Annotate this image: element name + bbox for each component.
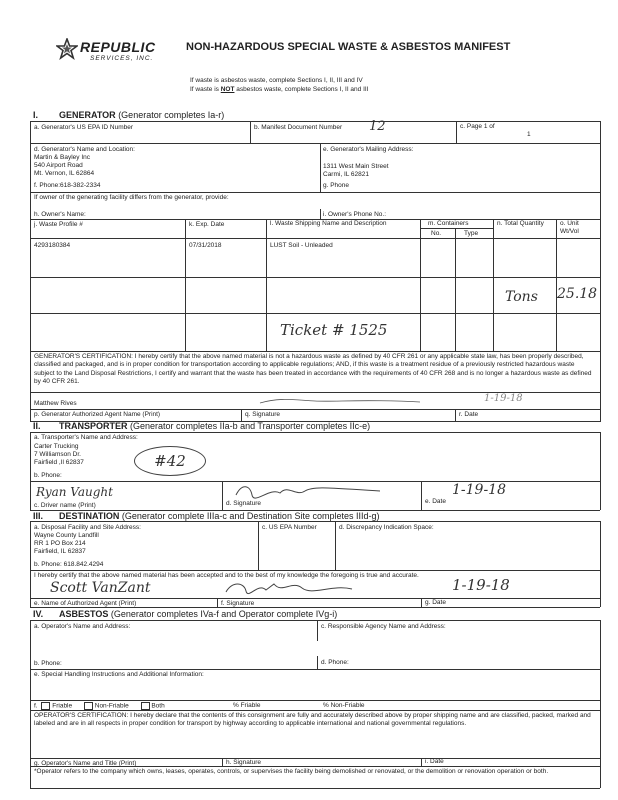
friable-label: Friable [52,702,73,710]
transporter-phone-label: b. Phone: [34,472,62,479]
operator-title-label: g. Operator's Name and Title (Print) [34,760,137,767]
logo-name: REPUBLIC [80,39,156,55]
driver-name-value: Ryan Vaught [36,485,113,499]
generator-certification-text: GENERATOR'S CERTIFICATION: I hereby certify that the above named material is not a hazardous waste as defined by 40 CFR 261 or any applicable state law, has been properly described, classified and packaged, and is in proper condition for transportation according to applicable regulations; AND, if this waste is a treatment residue of a previously restricted hazardous waste subject to the Land Disposal Restrictions, I certify and warrant that the waste has been treated in accordance with the requirements of 40 CFR 268 and is no longer a hazardous waste as defined by 40 CFR 261. [34,353,592,385]
asbestos-section-heading: IV. ASBESTOS (Generator completes IVa-f and Operator complete IVg-i) [33,609,338,619]
transporter-date-label: e. Date [425,498,446,505]
operator-signature-label: h. Signature [226,759,262,766]
mailing-phone-label: g. Phone [323,182,350,189]
col-no-header: No. [431,230,442,237]
percent-friable-label: % Friable [233,702,261,709]
driver-signature[interactable] [230,481,410,501]
responsible-agency-label: c. Responsible Agency Name and Address: [321,623,446,630]
transporter-date-value: 1-19-18 [452,482,506,498]
destination-agent-label: e. Name of Authorized Agent (Print) [34,600,137,607]
operator-name-label: a. Operator's Name and Address: [34,623,131,630]
handwritten-quantity: 25.18 [557,286,598,302]
page-of-label: c. Page 1 of [460,123,495,130]
operator-phone-label: b. Phone: [34,660,62,667]
agency-phone-label: d. Phone: [321,659,349,666]
driver-name-label: c. Driver name (Print) [34,502,96,509]
operator-footnote: *Operator refers to the company which owns, leases, operates, controls, or supervises the facility being demolished or renovated, or the demolition or renovation operation or both. [34,768,549,775]
col-unit-header: o. Unit Wt/Vol [560,220,579,235]
republic-star-icon [56,38,78,60]
generator-signature[interactable] [255,394,425,408]
disposal-facility-label: a. Disposal Facility and Site Address: [34,524,141,531]
operator-certification-text: OPERATOR'S CERTIFICATION: I hereby declare that the contents of this consignment are fully and accurately described above by proper shipping name and are classified, packed, marked and labeled and are in all respects in proper condition for transport by highway according to applicable international and national governmental regulations. [34,712,591,728]
destination-signature[interactable] [222,578,372,598]
col-type-header: Type [464,230,479,237]
percent-non-friable-label: % Non-Friable [323,702,365,709]
col-quantity-header: n. Total Quantity [497,220,544,227]
disposal-facility-value: Wayne County Landfill RR 1 PO Box 214 Fairfield, IL 62837 [34,532,99,555]
transporter-name-value: Carter Trucking 7 Williamson Dr. Fairfield ,Il 62837 [34,443,84,466]
generator-date-label: r. Date [459,411,479,418]
col-description-header: l. Waste Shipping Name and Description [270,220,387,227]
discrepancy-label: d. Discrepancy Indication Space: [339,524,434,531]
manifest-number-label: b. Manifest Document Number [254,124,343,131]
instruction-line-2: If waste is NOT asbestos waste, complete Sections I, II and III [190,86,369,93]
generator-name-value: Martin & Bayley Inc 540 Airport Road Mt. Vernon, IL 62864 [34,154,95,177]
generator-agent-name-value: Matthew Rives [34,400,77,407]
transporter-signature-label: d. Signature [226,500,262,507]
col-profile-header: j. Waste Profile # [34,221,83,228]
owner-name-label: h. Owner's Name: [34,211,86,218]
instruction-line-1: If waste is asbestos waste, complete Sections I, II, III and IV [190,77,363,84]
generator-section-heading: I. GENERATOR (Generator completes Ia-r) [33,110,225,120]
generator-name-label: d. Generator's Name and Location: [34,146,135,153]
destination-signature-label: f. Signature [221,600,255,607]
manifest-number-value: 12 [369,119,386,134]
col-exp-date-header: k. Exp. Date [189,221,225,228]
destination-section-heading: III. DESTINATION (Generator complete IIIa-c and Destination Site completes IIId-g) [33,511,380,521]
generator-phone: f. Phone:618-382-2334 [34,182,101,189]
generator-signature-label: q. Signature [245,411,281,418]
friable-checkbox[interactable] [41,702,50,710]
destination-date-label: g. Date [425,599,446,606]
mailing-address-value: 1311 West Main Street Carmi, IL 62821 [323,163,389,178]
destination-date-value: 1-19-18 [452,576,510,594]
both-checkbox[interactable] [141,702,150,710]
waste-description-value: LUST Soil - Unleaded [270,242,333,249]
col-containers-header: m. Containers [428,220,469,227]
mailing-address-label: e. Generator's Mailing Address: [323,146,414,153]
both-label: Both [151,702,165,710]
generator-date-value: 1-19-18 [484,393,523,404]
handwritten-ticket-number: Ticket # 1525 [280,321,388,339]
truck-number-circle: #42 [134,446,206,476]
transporter-section-heading: II. TRANSPORTER (Generator completes IIa-b and Transporter completes IIc-e) [33,421,371,431]
non-friable-checkbox[interactable] [84,702,93,710]
destination-epa-label: c. US EPA Number [262,524,317,531]
company-logo [56,37,176,67]
generator-epa-id-label: a. Generator's US EPA ID Number [34,124,134,131]
transporter-name-label: a. Transporter's Name and Address: [34,434,138,441]
owner-phone-label: i. Owner's Phone No.: [323,211,387,218]
operator-date-label: i. Date [425,758,444,765]
generator-agent-label: p. Generator Authorized Agent Name (Print) [34,411,161,418]
destination-agent-name-value: Scott VanZant [50,580,151,596]
destination-certification-text: I hereby certify that the above named material has been accepted and to the best of my knowledge the foregoing is true and accurate. [34,572,419,579]
waste-profile-value: 4293180384 [34,242,71,249]
friability-row: f. Friable Non-Friable Both [34,702,165,710]
owner-differs-note: If owner of the generating facility differs from the generator, provide: [34,194,229,201]
handwritten-unit-tons: Tons [505,289,538,305]
disposal-facility-phone: b. Phone: 618.842.4294 [34,561,104,568]
logo-subtitle: SERVICES, INC. [90,55,154,62]
special-handling-label: e. Special Handling Instructions and Additional Information: [34,671,204,678]
waste-exp-date-value: 07/31/2018 [189,242,222,249]
page-total-value: 1 [527,131,531,138]
page-title: NON-HAZARDOUS SPECIAL WASTE & ASBESTOS MANIFEST [186,41,511,53]
non-friable-label: Non-Friable [94,702,129,710]
